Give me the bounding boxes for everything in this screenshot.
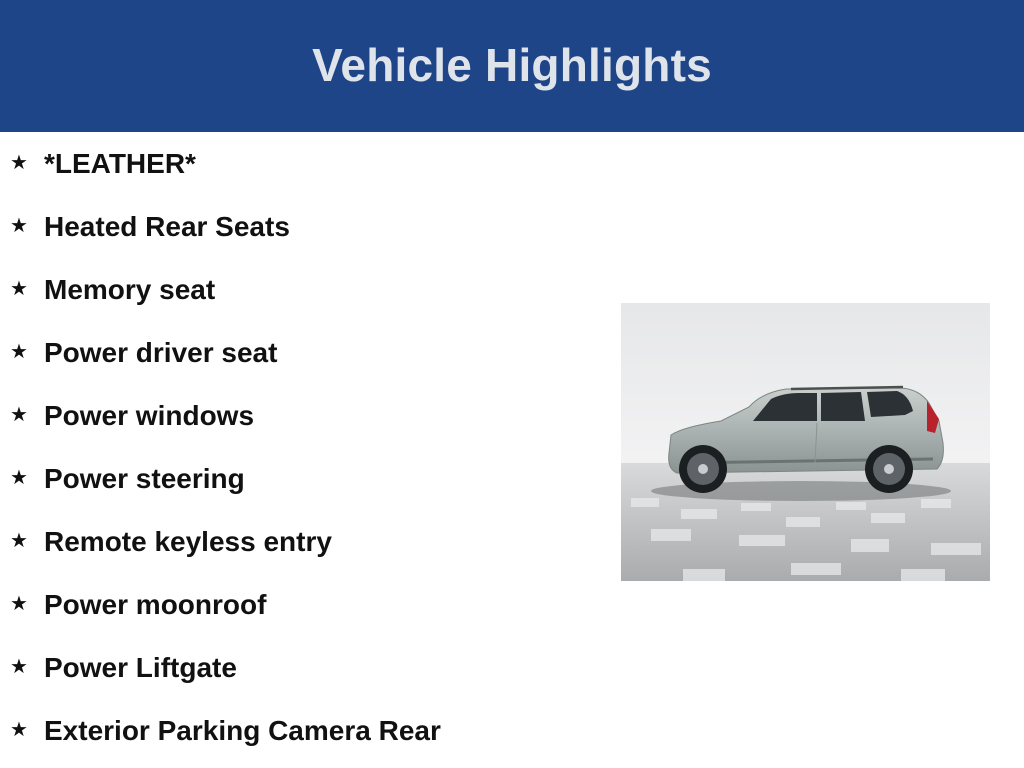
list-item [0,526,600,566]
list-item [0,274,600,314]
list-item-label: Power windows [44,400,255,431]
list-item-label: Power Liftgate [44,652,237,683]
list-item-label: Power driver seat [44,337,278,368]
list-item [0,337,600,377]
star-icon: ★ [10,465,28,489]
list-item [0,148,600,188]
star-icon: ★ [10,276,28,300]
list-item-label: *LEATHER* [44,148,196,179]
list-item-label: Power moonroof [44,589,267,620]
suv-illustration [621,303,990,581]
list-item-label: Power steering [44,463,245,494]
list-item [0,589,600,629]
list-item [0,400,600,440]
star-icon: ★ [10,150,28,174]
list-item [0,715,600,755]
star-icon: ★ [10,213,28,237]
header-banner [0,0,1024,132]
list-item [0,211,600,251]
star-icon: ★ [10,591,28,615]
vehicle-photo [621,303,990,581]
list-item-label: Remote keyless entry [44,526,332,557]
star-icon: ★ [10,528,28,552]
star-icon: ★ [10,339,28,363]
list-item-label: Heated Rear Seats [44,211,290,242]
list-item [0,652,600,692]
list-item-label: Memory seat [44,274,216,305]
list-item [0,463,600,503]
star-icon: ★ [10,654,28,678]
list-item-label: Exterior Parking Camera Rear [44,715,441,746]
page-title: Vehicle Highlights [312,39,712,91]
star-icon: ★ [10,717,28,741]
star-icon: ★ [10,402,28,426]
